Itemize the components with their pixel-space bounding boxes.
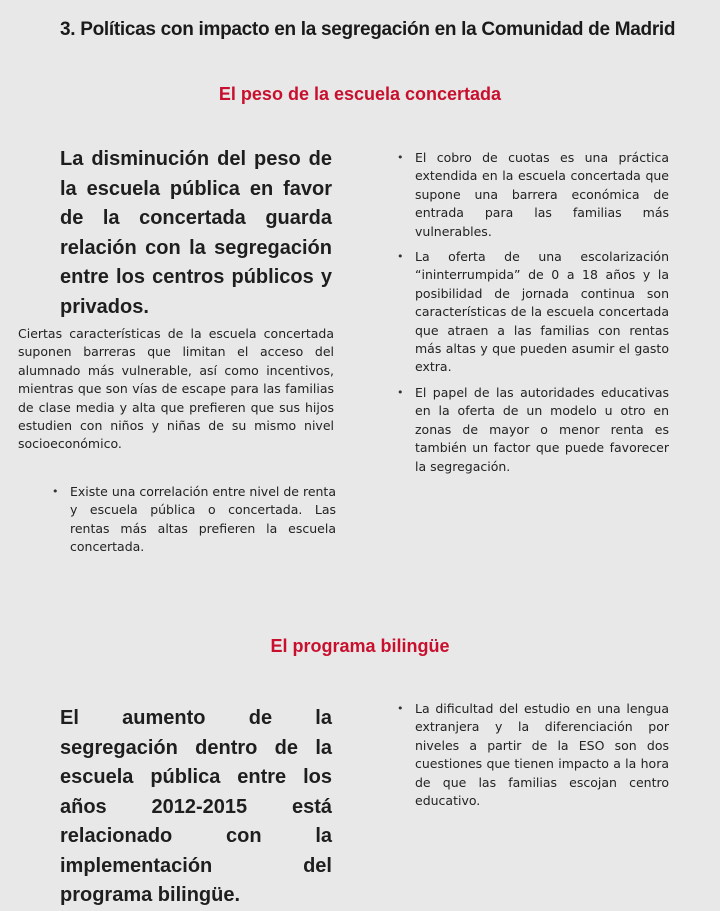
bullet-icon: •: [52, 485, 59, 498]
right-bullet-list: [393, 149, 669, 476]
right-bullet-list-bilingue: [393, 700, 669, 810]
list-item: • Existe una correlación entre nivel de renta y escuela pública o concertada. Las rentas más altas prefieren la escuela concertada.: [52, 484, 336, 555]
list-item: • El cobro de cuotas es una práctica extendida en la escuela concertada que supone una barrera económica de entrada para las familias más vulnerables.: [397, 150, 669, 239]
list-item: • El papel de las autoridades educativas en la oferta de un modelo u otro en zonas de mayor o menor renta es también un factor que puede favorecer la segregación.: [397, 384, 669, 474]
list-item: • La oferta de una escolarización “ininterrumpida” de 0 a 18 años y la posibilidad de jornada continua son características de la escuela concertada que atraen a las familias con rentas más altas y que pueden asumir el gasto extra.: [397, 249, 669, 375]
bullet-icon: •: [397, 702, 404, 715]
highlight-statement-bilingue: El aumento de la segregación dentro de la escuela pública entre los años 2012-2015 está relacionado con la implementación del programa bilingüe.: [60, 707, 332, 906]
page-heading: 3. Políticas con impacto en la segregación en la Comunidad de Madrid: [60, 19, 676, 40]
bullet-icon: •: [397, 151, 404, 164]
list-item: • La dificultad del estudio en una lengua extranjera y la diferenciación por niveles a partir de la ESO son dos cuestiones que tienen impacto a la hora de que las familias escojan centro educativo.: [397, 701, 669, 809]
intro-paragraph: Ciertas características de la escuela concertada suponen barreras que limitan el acceso del alumnado más vulnerable, así como incentivos, mientras que son vías de escape para las familias de clase media y alta que prefieren que sus hijos estudien con niños y niñas de su mismo nivel socioeconómico.: [18, 326, 334, 452]
section-title-bilingue: El programa bilingüe: [270, 636, 450, 656]
bullet-icon: •: [397, 250, 404, 264]
highlight-statement-concertada: La disminución del peso de la escuela pública en favor de la concertada guarda relación con la segregación entre los centros públicos y privados.: [60, 148, 332, 318]
bullet-icon: •: [397, 385, 404, 399]
left-bullet-list: [48, 483, 336, 557]
section-title-concertada: El peso de la escuela concertada: [218, 84, 502, 104]
